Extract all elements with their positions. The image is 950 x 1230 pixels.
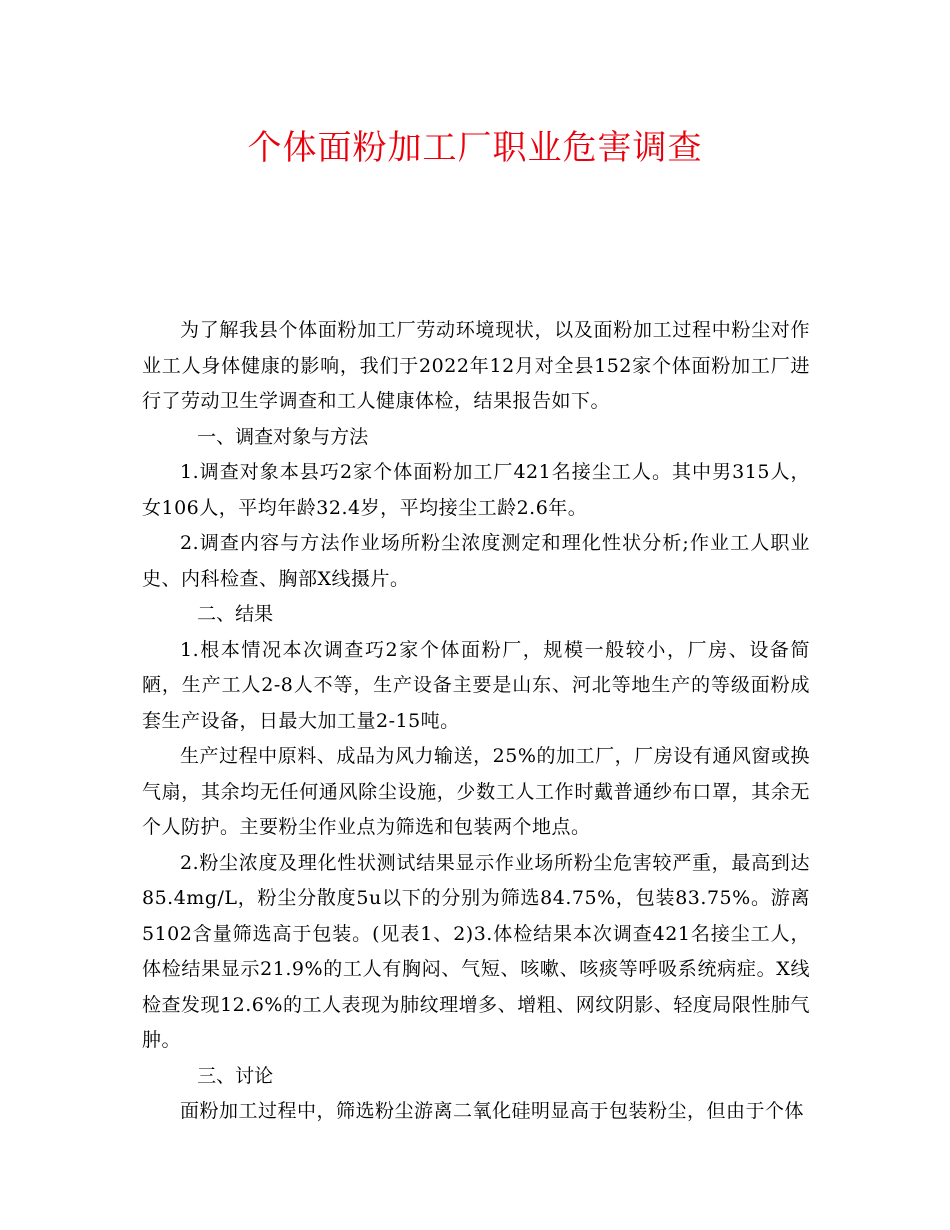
methods-subject-paragraph: 1.调查对象本县巧2家个体面粉加工厂421名接尘工人。其中男315人，女106人，平均年龄32.4岁，平均接尘工龄2.6年。	[142, 461, 810, 519]
section-heading-methods: 一、调查对象与方法	[197, 425, 369, 448]
intro-paragraph: 为了解我县个体面粉加工厂劳动环境现状，以及面粉加工过程中粉尘对作业工人身体健康的影响，我们于2022年12月对全县152家个体面粉加工厂进行了劳动卫生学调查和工人健康体检，结果报告如下。	[142, 319, 810, 412]
section-heading-results: 二、结果	[197, 603, 274, 625]
discussion-paragraph: 面粉加工过程中，筛选粉尘游离二氧化硅明显高于包装粉尘，但由于个体	[180, 1100, 805, 1122]
results-basic-paragraph: 1.根本情况本次调查巧2家个体面粉厂，规模一般较小，厂房、设备简陋，生产工人2-8人不等，生产设备主要是山东、河北等地生产的等级面粉成套生产设备，日最大加工量2-15吨。	[142, 638, 810, 732]
section-heading-discussion: 三、讨论	[197, 1064, 274, 1087]
results-process-paragraph: 生产过程中原料、成品为风力输送，25%的加工厂，厂房设有通风窗或换气扇，其余均无任何通风除尘设施，少数工人工作时戴普通纱布口罩，其余无个人防护。主要粉尘作业点为筛选和包装两个地点。	[142, 745, 810, 838]
document-body	[142, 313, 810, 1130]
methods-content-paragraph: 2.调查内容与方法作业场所粉尘浓度测定和理化性状分析;作业工人职业史、内科检查、胸部X线摄片。	[142, 532, 810, 590]
results-dust-paragraph: 2.粉尘浓度及理化性状测试结果显示作业场所粉尘危害较严重，最高到达85.4mg/L，粉尘分散度5u以下的分别为筛选84.75%，包装83.75%。游离5102含量筛选高于包装。(见表1、2)3.体检结果本次调查421名接尘工人，体检结果显示21.9%的工人有胸闷、气短、咳嗽、咳痰等呼吸系统病症。X线检查发现12.6%的工人表现为肺纹理增多、增粗、网纹阴影、轻度局限性肺气肿。	[142, 851, 810, 1051]
document-title: 个体面粉加工厂职业危害调查	[247, 128, 703, 168]
